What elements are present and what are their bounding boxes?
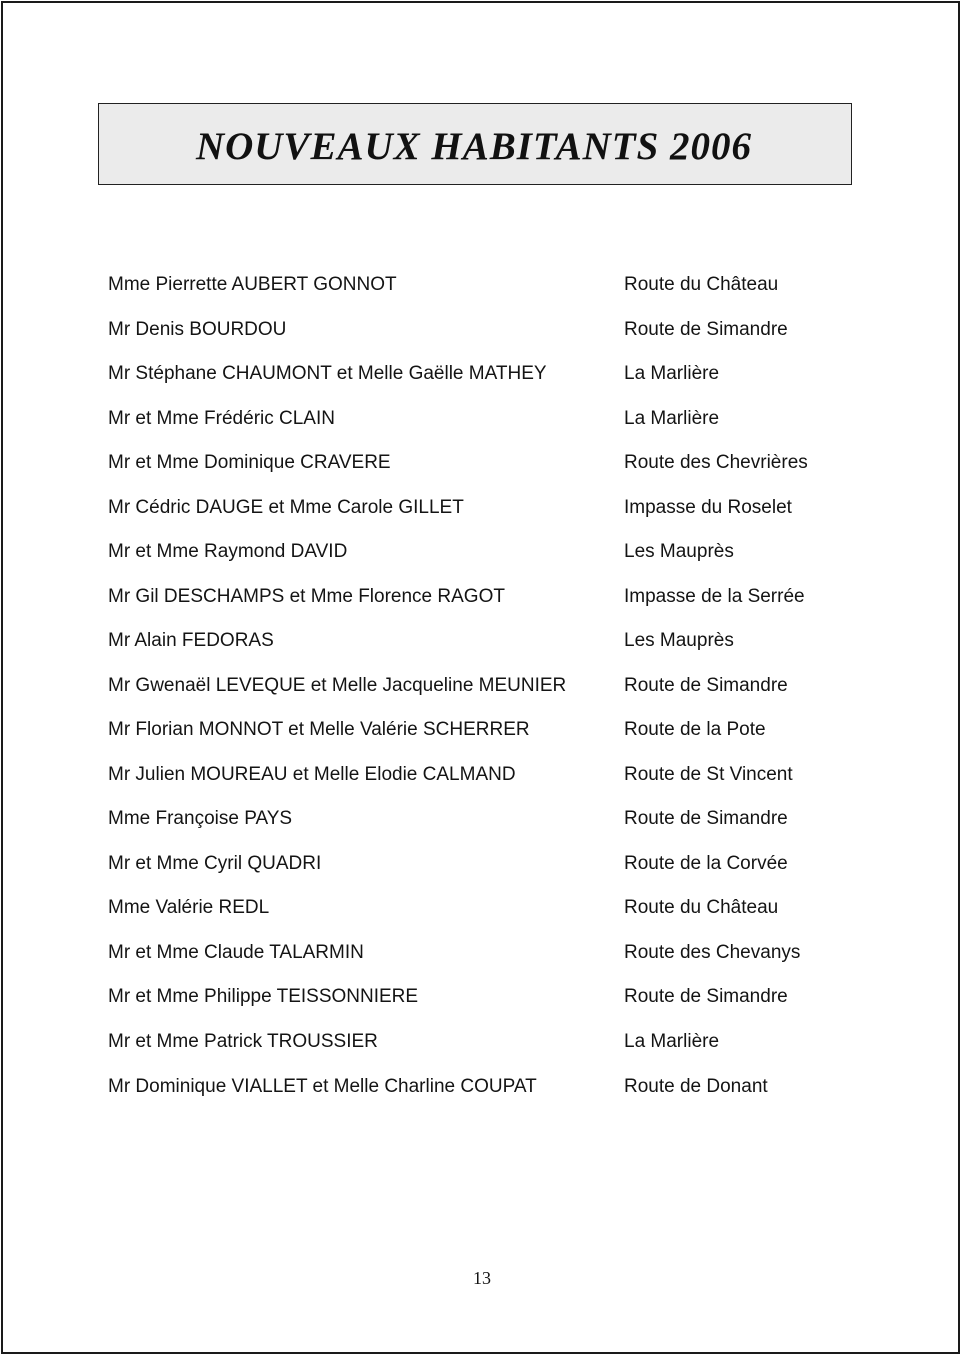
resident-row [0, 360, 964, 388]
resident-name: Mr Gil DESCHAMPS et Mme Florence RAGOT [108, 586, 505, 607]
resident-name: Mr et Mme Raymond DAVID [108, 541, 348, 562]
resident-name: Mr et Mme Claude TALARMIN [108, 942, 364, 963]
resident-name: Mr et Mme Cyril QUADRI [108, 853, 322, 874]
resident-address: La Marlière [624, 363, 720, 384]
resident-name: Mr Julien MOUREAU et Melle Elodie CALMAND [108, 764, 516, 785]
resident-address: Route de Simandre [624, 986, 788, 1007]
resident-address: Route de la Pote [624, 719, 766, 740]
resident-name: Mme Pierrette AUBERT GONNOT [108, 274, 397, 295]
resident-row [0, 1028, 964, 1056]
resident-name: Mme Valérie REDL [108, 897, 270, 918]
resident-address: Route du Château [624, 274, 779, 295]
resident-name: Mr Gwenaël LEVEQUE et Melle Jacqueline MEUNIER [108, 675, 567, 696]
resident-address: La Marlière [624, 408, 720, 429]
resident-row [0, 583, 964, 611]
resident-address: Route de Simandre [624, 319, 788, 340]
resident-name: Mr et Mme Patrick TROUSSIER [108, 1031, 378, 1052]
resident-name: Mr Dominique VIALLET et Melle Charline COUPAT [108, 1076, 537, 1097]
resident-row [0, 672, 964, 700]
resident-name: Mr et Mme Philippe TEISSONNIERE [108, 986, 419, 1007]
page-title: NOUVEAUX HABITANTS 2006 [195, 124, 753, 168]
resident-row [0, 449, 964, 477]
resident-address: Les Mauprès [624, 630, 734, 651]
resident-address: La Marlière [624, 1031, 720, 1052]
resident-address: Route des Chevrières [624, 452, 808, 473]
resident-row [0, 271, 964, 299]
resident-row [0, 983, 964, 1011]
title-box [98, 103, 852, 185]
resident-name: Mr et Mme Dominique CRAVERE [108, 452, 391, 473]
resident-row [0, 894, 964, 922]
resident-address: Route du Château [624, 897, 779, 918]
resident-address: Route des Chevanys [624, 942, 801, 963]
resident-row [0, 761, 964, 789]
page-number: 13 [473, 1268, 491, 1288]
resident-name: Mme Françoise PAYS [108, 808, 293, 829]
resident-row [0, 494, 964, 522]
resident-row [0, 1073, 964, 1101]
resident-address: Les Mauprès [624, 541, 734, 562]
resident-address: Route de St Vincent [624, 764, 793, 785]
resident-address: Route de la Corvée [624, 853, 788, 874]
resident-address: Impasse du Roselet [624, 497, 792, 518]
resident-name: Mr Denis BOURDOU [108, 319, 287, 340]
resident-address: Route de Donant [624, 1076, 768, 1097]
resident-row [0, 850, 964, 878]
resident-name: Mr Cédric DAUGE et Mme Carole GILLET [108, 497, 464, 518]
resident-row [0, 538, 964, 566]
resident-row [0, 405, 964, 433]
resident-address: Route de Simandre [624, 808, 788, 829]
resident-row [0, 627, 964, 655]
resident-row [0, 805, 964, 833]
resident-row [0, 316, 964, 344]
resident-name: Mr Florian MONNOT et Melle Valérie SCHERRER [108, 719, 530, 740]
resident-name: Mr Stéphane CHAUMONT et Melle Gaëlle MATHEY [108, 363, 547, 384]
resident-name: Mr Alain FEDORAS [108, 630, 274, 651]
resident-address: Route de Simandre [624, 675, 788, 696]
resident-row [0, 939, 964, 967]
resident-row [0, 716, 964, 744]
resident-name: Mr et Mme Frédéric CLAIN [108, 408, 335, 429]
resident-address: Impasse de la Serrée [624, 586, 805, 607]
